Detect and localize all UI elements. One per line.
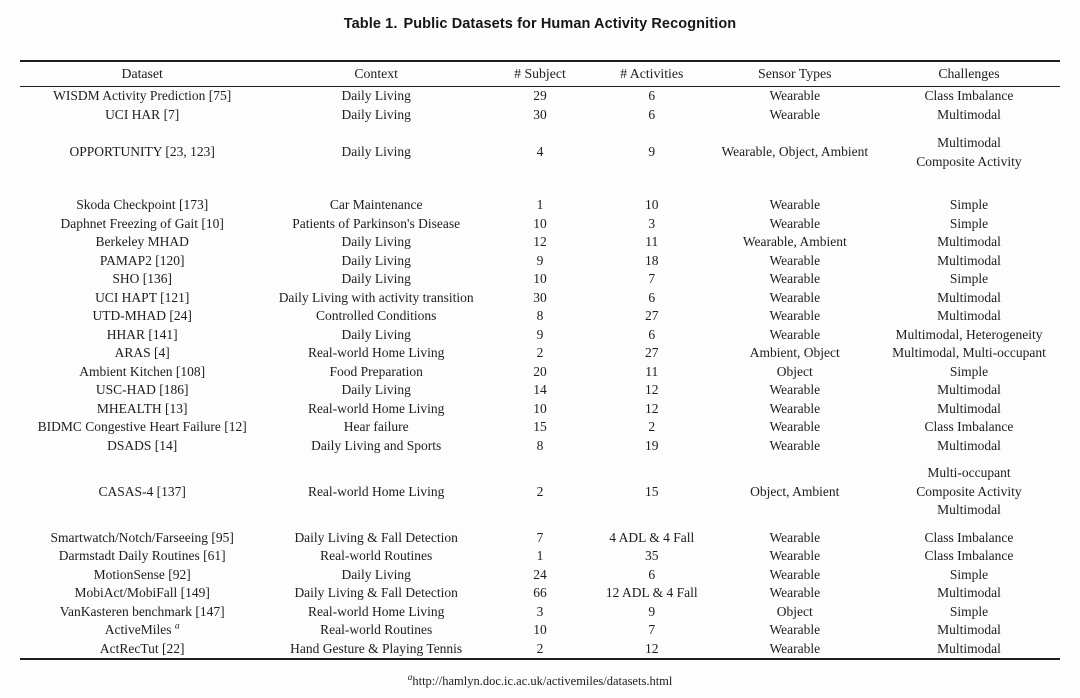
table-row bbox=[20, 437, 1060, 456]
subjects-cell: 14 bbox=[533, 382, 547, 397]
activities-cell: 27 bbox=[645, 345, 659, 360]
activities-cell: 3 bbox=[648, 215, 656, 231]
context-cell: Real-world Home Living bbox=[307, 603, 445, 619]
challenge-line: Multimodal bbox=[937, 622, 1001, 637]
context-cell: Real-world Home Living bbox=[307, 483, 445, 499]
subjects-cell: 2 bbox=[536, 483, 544, 499]
sensors-cell: Wearable bbox=[769, 622, 821, 637]
sensors-cell: Wearable bbox=[769, 585, 821, 600]
context-cell: Daily Living & Fall Detection bbox=[294, 585, 458, 600]
subjects-cell: 9 bbox=[536, 326, 544, 342]
challenge-line: Simple bbox=[949, 197, 989, 212]
table-row bbox=[20, 344, 1060, 363]
table-row bbox=[20, 566, 1060, 585]
dataset-cell: VanKasteren benchmark [147] bbox=[59, 603, 225, 619]
challenges-cell bbox=[878, 252, 1060, 271]
sensors-cell: Wearable bbox=[769, 640, 821, 656]
context-cell: Daily Living bbox=[341, 252, 411, 268]
activities-cell: 6 bbox=[648, 289, 656, 305]
column-header-challenges: Challenges bbox=[938, 66, 1000, 81]
dataset-cell: Daphnet Freezing of Gait [10] bbox=[60, 215, 224, 231]
activities-cell: 27 bbox=[645, 308, 659, 323]
activities-cell: 12 bbox=[645, 400, 659, 416]
dataset-cell: CASAS-4 [137] bbox=[98, 483, 186, 499]
table-row bbox=[20, 289, 1060, 308]
table-row bbox=[20, 381, 1060, 400]
dataset-cell: USC-HAD [186] bbox=[95, 382, 189, 397]
table-footnote bbox=[0, 674, 1080, 689]
table-row bbox=[20, 640, 1060, 660]
challenge-line: Multimodal bbox=[937, 234, 1001, 249]
challenges-cell bbox=[878, 307, 1060, 326]
activities-cell: 12 bbox=[645, 382, 659, 397]
sensors-cell: Wearable bbox=[769, 308, 821, 323]
subjects-cell: 7 bbox=[536, 529, 544, 545]
context-cell: Daily Living bbox=[341, 382, 411, 397]
subjects-cell: 2 bbox=[536, 640, 544, 656]
context-cell: Real-world Home Living bbox=[307, 345, 445, 360]
sensors-cell: Object, Ambient bbox=[750, 483, 840, 499]
challenges-cell bbox=[878, 529, 1060, 548]
sensors-cell: Object bbox=[776, 363, 813, 379]
sensors-cell: Wearable bbox=[769, 437, 821, 453]
subjects-cell: 29 bbox=[533, 88, 547, 103]
activities-cell: 19 bbox=[645, 437, 659, 453]
challenges-cell bbox=[878, 215, 1060, 234]
subjects-cell: 66 bbox=[533, 585, 547, 600]
activities-cell: 7 bbox=[648, 271, 656, 286]
activities-cell: 35 bbox=[645, 548, 659, 563]
context-cell: Food Preparation bbox=[329, 363, 423, 379]
activities-cell: 6 bbox=[648, 566, 656, 582]
activities-cell: 9 bbox=[648, 144, 656, 160]
challenges-cell bbox=[878, 455, 1060, 529]
dataset-cell: HHAR [141] bbox=[106, 326, 178, 342]
table-row bbox=[20, 418, 1060, 437]
dataset-cell: Ambient Kitchen [108] bbox=[79, 363, 206, 379]
context-cell: Real-world Routines bbox=[320, 622, 433, 637]
activities-cell: 4 ADL & 4 Fall bbox=[609, 529, 695, 545]
challenge-line: Simple bbox=[949, 215, 989, 231]
column-header-activities: # Activities bbox=[620, 66, 684, 81]
context-cell: Daily Living bbox=[341, 326, 411, 342]
sensors-cell: Wearable bbox=[769, 326, 821, 342]
sensors-cell: Wearable bbox=[769, 271, 821, 286]
challenge-line: Simple bbox=[949, 566, 989, 582]
activities-cell: 18 bbox=[645, 252, 659, 268]
sensors-cell: Wearable bbox=[769, 548, 821, 563]
context-cell: Hand Gesture & Playing Tennis bbox=[290, 640, 463, 656]
subjects-cell: 1 bbox=[536, 548, 544, 563]
activities-cell: 12 bbox=[645, 640, 659, 656]
challenge-line: Multi-occupant bbox=[927, 465, 1011, 480]
sensors-cell: Wearable, Ambient bbox=[742, 234, 847, 249]
sensors-cell: Wearable bbox=[769, 566, 821, 582]
dataset-cell: ActiveMiles $^a$ bbox=[104, 621, 180, 637]
datasets-table bbox=[20, 60, 1060, 660]
challenge-line: Composite Activity bbox=[916, 483, 1022, 499]
sensors-cell: Wearable, Object, Ambient bbox=[721, 144, 869, 160]
challenge-line: Multimodal bbox=[937, 585, 1001, 600]
table-row bbox=[20, 455, 1060, 529]
table-row bbox=[20, 603, 1060, 622]
table-header bbox=[20, 61, 1060, 87]
dataset-cell: UTD-MHAD [24] bbox=[92, 308, 192, 323]
challenges-cell bbox=[878, 87, 1060, 106]
context-cell: Hear failure bbox=[343, 419, 409, 434]
sensors-cell: Wearable bbox=[769, 382, 821, 397]
challenges-cell bbox=[878, 106, 1060, 125]
table-row bbox=[20, 584, 1060, 603]
subjects-cell: 10 bbox=[533, 400, 547, 416]
table-row bbox=[20, 529, 1060, 548]
subjects-cell: 2 bbox=[536, 345, 544, 360]
dataset-cell: UCI HAPT [121] bbox=[95, 289, 190, 305]
subjects-cell: 24 bbox=[533, 566, 547, 582]
context-cell: Car Maintenance bbox=[329, 197, 423, 212]
activities-cell: 11 bbox=[645, 363, 659, 379]
sensors-cell: Wearable bbox=[769, 252, 821, 268]
challenge-line: Simple bbox=[949, 363, 989, 379]
table-row bbox=[20, 124, 1060, 196]
challenges-cell bbox=[878, 640, 1060, 660]
table-row bbox=[20, 106, 1060, 125]
challenge-line: Class Imbalance bbox=[924, 548, 1014, 563]
context-cell: Daily Living bbox=[341, 106, 411, 122]
challenge-line: Multimodal bbox=[937, 135, 1001, 150]
context-cell: Daily Living and Sports bbox=[311, 437, 442, 453]
challenge-line: Multimodal bbox=[937, 640, 1001, 656]
context-cell: Daily Living & Fall Detection bbox=[294, 529, 458, 545]
activities-cell: 12 ADL & 4 Fall bbox=[605, 585, 698, 600]
column-header-context: Context bbox=[354, 66, 399, 81]
challenges-cell bbox=[878, 437, 1060, 456]
challenge-line: Simple bbox=[949, 271, 989, 286]
challenge-line: Composite Activity bbox=[916, 153, 1022, 169]
subjects-cell: 9 bbox=[536, 252, 544, 268]
subjects-cell: 20 bbox=[533, 363, 547, 379]
sensors-cell: Wearable bbox=[769, 215, 821, 231]
table-row bbox=[20, 307, 1060, 326]
dataset-cell: BIDMC Congestive Heart Failure [12] bbox=[37, 419, 247, 434]
dataset-cell: UCI HAR [7] bbox=[105, 106, 180, 122]
column-header-sensors: Sensor Types bbox=[758, 66, 832, 81]
dataset-cell: ActRecTut [22] bbox=[99, 640, 185, 656]
challenge-line: Class Imbalance bbox=[924, 529, 1014, 545]
sensors-cell: Object bbox=[776, 603, 813, 619]
context-cell: Real-world Home Living bbox=[307, 400, 445, 416]
table-row bbox=[20, 621, 1060, 640]
table-row bbox=[20, 547, 1060, 566]
sensors-cell: Wearable bbox=[769, 289, 821, 305]
challenge-line: Multimodal, Multi-occupant bbox=[892, 345, 1046, 360]
column-header-subjects: # Subject bbox=[514, 66, 566, 81]
dataset-cell: MobiAct/MobiFall [149] bbox=[74, 585, 210, 600]
dataset-cell: Skoda Checkpoint [173] bbox=[76, 197, 209, 212]
subjects-cell: 4 bbox=[536, 144, 544, 160]
challenges-cell bbox=[878, 603, 1060, 622]
sensors-cell: Wearable bbox=[769, 529, 821, 545]
context-cell: Real-world Routines bbox=[320, 548, 433, 563]
challenge-line: Multimodal bbox=[937, 400, 1001, 416]
context-cell: Controlled Conditions bbox=[315, 308, 437, 323]
challenges-cell bbox=[878, 196, 1060, 215]
table-row bbox=[20, 252, 1060, 271]
table-row bbox=[20, 400, 1060, 419]
dataset-cell: Darmstadt Daily Routines [61] bbox=[58, 548, 226, 563]
footnote-url: http://hamlyn.doc.ic.ac.uk/activemiles/datasets.html bbox=[412, 674, 673, 688]
activities-cell: 10 bbox=[645, 197, 659, 212]
activities-cell: 6 bbox=[648, 326, 656, 342]
caption-title: Public Datasets for Human Activity Recognition bbox=[403, 16, 737, 32]
table-row bbox=[20, 270, 1060, 289]
activities-cell: 2 bbox=[648, 419, 656, 434]
subjects-cell: 8 bbox=[536, 437, 544, 453]
footnote-marker: a bbox=[407, 672, 413, 683]
sensors-cell: Wearable bbox=[769, 400, 821, 416]
activities-cell: 6 bbox=[648, 106, 656, 122]
challenges-cell bbox=[878, 566, 1060, 585]
dataset-cell: SHO [136] bbox=[112, 271, 172, 286]
sensors-cell: Wearable bbox=[769, 419, 821, 434]
sensors-cell: Wearable bbox=[769, 88, 821, 103]
activities-cell: 9 bbox=[648, 603, 656, 619]
challenges-cell bbox=[878, 547, 1060, 566]
challenges-cell bbox=[878, 124, 1060, 196]
subjects-cell: 10 bbox=[533, 622, 547, 637]
activities-cell: 11 bbox=[645, 234, 659, 249]
dataset-cell: PAMAP2 [120] bbox=[99, 252, 185, 268]
context-cell: Daily Living bbox=[341, 234, 411, 249]
header-row bbox=[20, 61, 1060, 87]
challenge-line: Multimodal bbox=[937, 308, 1001, 323]
challenge-line: Multimodal, Heterogeneity bbox=[895, 326, 1043, 342]
table-row bbox=[20, 363, 1060, 382]
challenges-cell bbox=[878, 363, 1060, 382]
table-body bbox=[20, 87, 1060, 660]
challenges-cell bbox=[878, 270, 1060, 289]
dataset-cell: OPPORTUNITY [23, 123] bbox=[69, 144, 215, 160]
subjects-cell: 12 bbox=[533, 234, 547, 249]
challenges-cell bbox=[878, 584, 1060, 603]
subjects-cell: 1 bbox=[536, 197, 544, 212]
context-cell: Daily Living bbox=[341, 271, 411, 286]
subjects-cell: 30 bbox=[533, 106, 547, 122]
subjects-cell: 30 bbox=[533, 289, 547, 305]
sensors-cell: Ambient, Object bbox=[749, 345, 840, 360]
table-row bbox=[20, 87, 1060, 106]
challenges-cell bbox=[878, 621, 1060, 640]
challenges-cell bbox=[878, 418, 1060, 437]
context-cell: Daily Living with activity transition bbox=[278, 289, 474, 305]
activities-cell: 7 bbox=[648, 622, 656, 637]
challenges-cell bbox=[878, 344, 1060, 363]
caption-label: Table 1. bbox=[343, 16, 398, 32]
activities-cell: 15 bbox=[645, 483, 659, 499]
dataset-cell: MotionSense [92] bbox=[93, 566, 191, 582]
subjects-cell: 3 bbox=[536, 603, 544, 619]
context-cell: Daily Living bbox=[341, 144, 411, 160]
table-caption bbox=[0, 16, 1080, 32]
dataset-cell: MHEALTH [13] bbox=[96, 400, 188, 416]
challenge-line: Multimodal bbox=[937, 289, 1001, 305]
challenge-line: Multimodal bbox=[937, 382, 1001, 397]
subjects-cell: 8 bbox=[536, 308, 544, 323]
context-cell: Patients of Parkinson's Disease bbox=[292, 215, 461, 231]
dataset-cell: Berkeley MHAD bbox=[95, 234, 189, 249]
table-row bbox=[20, 215, 1060, 234]
table-row bbox=[20, 196, 1060, 215]
challenges-cell bbox=[878, 326, 1060, 345]
sensors-cell: Wearable bbox=[769, 197, 821, 212]
challenge-line: Multimodal bbox=[937, 106, 1001, 122]
challenge-line: Multimodal bbox=[937, 437, 1001, 453]
table-row bbox=[20, 326, 1060, 345]
challenge-line: Multimodal bbox=[937, 252, 1001, 268]
column-header-dataset: Dataset bbox=[121, 66, 163, 81]
dataset-cell: ARAS [4] bbox=[114, 345, 170, 360]
challenges-cell bbox=[878, 233, 1060, 252]
challenges-cell bbox=[878, 289, 1060, 308]
sensors-cell: Wearable bbox=[769, 106, 821, 122]
context-cell: Daily Living bbox=[341, 88, 411, 103]
subjects-cell: 10 bbox=[533, 215, 547, 231]
dataset-cell: Smartwatch/Notch/Farseeing [95] bbox=[50, 529, 234, 545]
activities-cell: 6 bbox=[648, 88, 656, 103]
challenges-cell bbox=[878, 400, 1060, 419]
dataset-cell: WISDM Activity Prediction [75] bbox=[53, 88, 232, 103]
challenges-cell bbox=[878, 381, 1060, 400]
dataset-cell: DSADS [14] bbox=[107, 437, 178, 453]
challenge-line: Multimodal bbox=[937, 502, 1001, 517]
challenge-line: Class Imbalance bbox=[924, 88, 1014, 103]
subjects-cell: 15 bbox=[533, 419, 547, 434]
challenge-line: Class Imbalance bbox=[924, 419, 1014, 434]
subjects-cell: 10 bbox=[533, 271, 547, 286]
context-cell: Daily Living bbox=[341, 566, 411, 582]
dataset-footnote-marker: a bbox=[174, 621, 180, 632]
table-row bbox=[20, 233, 1060, 252]
challenge-line: Simple bbox=[949, 603, 989, 619]
